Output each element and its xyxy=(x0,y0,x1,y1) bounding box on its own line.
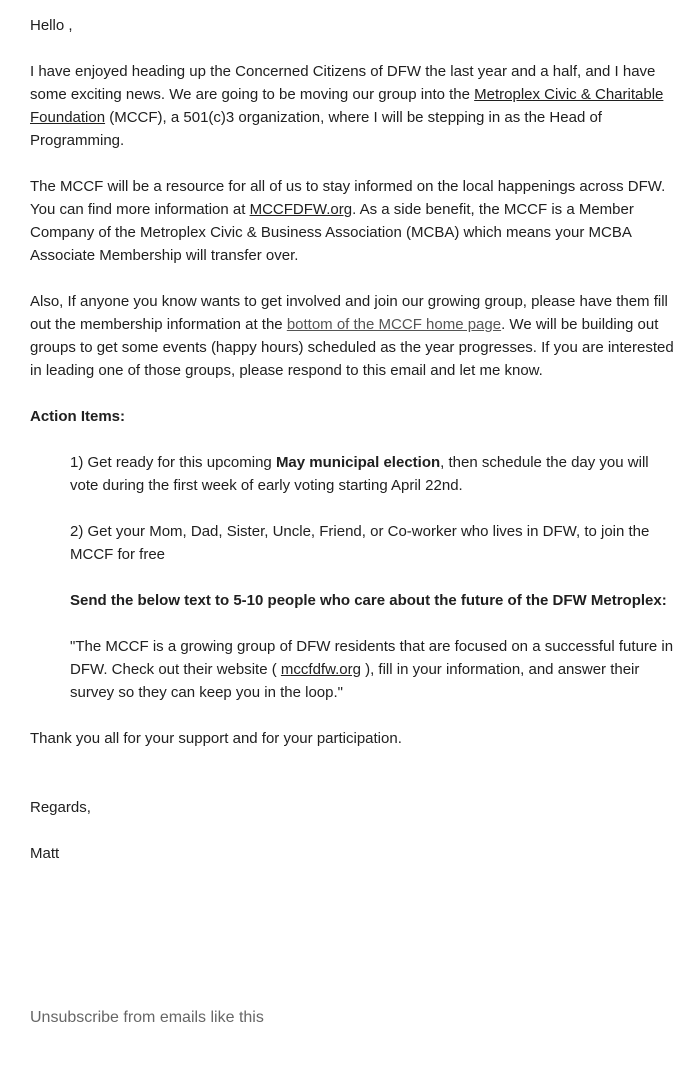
share-quote-end: ), fill in your information, and answer their survey so they can keep you in the loop." xyxy=(70,661,640,701)
send-text-heading xyxy=(70,589,675,612)
resource-paragraph xyxy=(30,175,675,267)
intro-paragraph xyxy=(30,60,675,152)
action-items-heading xyxy=(30,405,675,428)
action-item-2: 2) Get your Mom, Dad, Sister, Uncle, Friend, or Co-worker who lives in DFW, to join the MCCF for free xyxy=(70,523,650,563)
resource-text-start: The MCCF will be a resource for all of us to stay informed on the local happenings across DFW. You can find more information at xyxy=(30,178,666,218)
action-item-1-start: 1) Get ready for this upcoming xyxy=(70,454,276,471)
greeting: Hello , xyxy=(30,17,73,34)
thanks-line: Thank you all for your support and for your participation. xyxy=(30,730,402,747)
action-items-heading-text: Action Items: xyxy=(30,408,126,425)
regards-line: Regards, xyxy=(30,799,91,816)
intro-text-start: I have enjoyed heading up the Concerned Citizens of DFW the last year and a half, and I have some exciting news. We are going to be moving our group into the xyxy=(30,63,656,103)
home-page-bottom-link[interactable]: bottom of the MCCF home page xyxy=(286,316,502,333)
mccfdfw-site-link[interactable]: MCCFDFW.org xyxy=(249,201,353,218)
share-quote xyxy=(70,635,675,704)
involve-text-end: . We will be building out groups to get some events (happy hours) scheduled as the year progresses. If you are interested in leading one of those groups, please respond to this email and let me know. xyxy=(30,316,674,379)
involve-text-start: Also, If anyone you know wants to get involved and join our growing group, please have them fill out the membership information at the xyxy=(30,293,668,333)
unsubscribe-link[interactable]: Unsubscribe from emails like this xyxy=(30,1009,264,1026)
email-body xyxy=(30,14,675,888)
intro-text-end: (MCCF), a 501(c)3 organization, where I will be stepping in as the Head of Programming. xyxy=(30,109,602,149)
involve-paragraph xyxy=(30,290,675,382)
action-item-1-end: , then schedule the day you will vote during the first week of early voting starting April 22nd. xyxy=(70,454,649,494)
action-item-1-bold: May municipal election xyxy=(275,454,441,471)
signature: Matt xyxy=(30,845,60,862)
action-item-1 xyxy=(70,451,675,497)
share-quote-start: "The MCCF is a growing group of DFW residents that are focused on a successful future in DFW. Check out their website ( xyxy=(70,638,674,678)
mccf-name-link[interactable]: Metroplex Civic & Charitable Foundation xyxy=(30,86,664,126)
send-text-heading-text: Send the below text to 5-10 people who care about the future of the DFW Metroplex: xyxy=(70,592,667,609)
mccfdfw-quote-link[interactable]: mccfdfw.org xyxy=(280,661,361,678)
resource-text-end: . As a side benefit, the MCCF is a Member Company of the Metroplex Civic & Business Association (MCBA) which means your MCBA Associate Membership will transfer over. xyxy=(30,201,634,264)
